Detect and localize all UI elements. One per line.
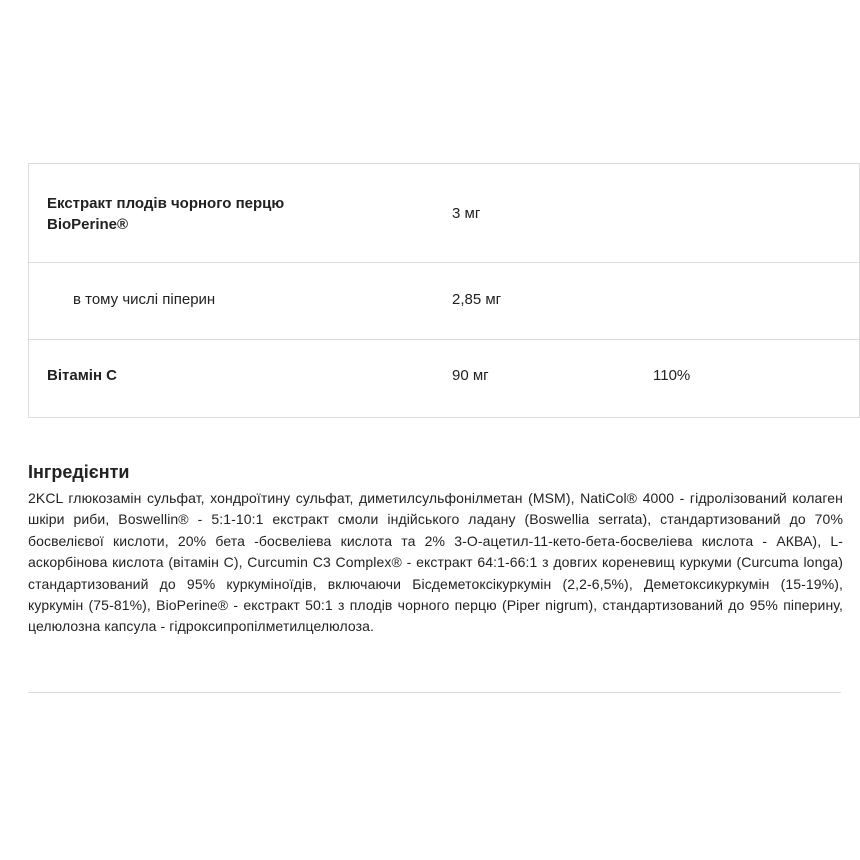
ingredients-section: [28, 460, 843, 638]
ingredient-amount: 3 мг: [452, 205, 481, 222]
section-divider: [28, 692, 841, 693]
ingredient-name: в тому числі піперин: [73, 291, 216, 308]
ingredient-name: Екстракт плодів чорного перцю BioPerine®: [47, 195, 285, 233]
composition-table: [28, 163, 860, 418]
ingredients-text: 2KCL глюкозамін сульфат, хондроїтину сульфат, диметилсульфонілметан (MSM), NatiCol® 4000 - гідролізований колаген шкіри риби, Boswellin® - 5:1-10:1 екстракт смоли індійського ладану (Boswellia serrata), стандартизований до 70% босвелієвої кислоти, 20% бета -босвеліева кислота та 2% 3-О-ацетил-11-кето-бета-босвеліева кислота - АКВА), L-аскорбінова кислота (вітамін С), Curcumin C3 Complex® - екстракт 64:1-66:1 з довгих кореневищ куркуми (Curcuma longa) стандартизований до 95% куркуміноїдів, включаючи Бісдеметоксікуркумін (2,2-6,5%), Деметоксикуркумін (15-19%), куркумін (75-81%), BioPerine® - екстракт 50:1 з плодів чорного перцю (Piper nigrum), стандартизований до 95% піперину, целюлозна капсула - гідроксипропілметилцелюлоза.: [28, 490, 843, 635]
table-row: [28, 263, 860, 340]
table-row: [28, 340, 860, 418]
ingredients-title: Інгредієнти: [28, 462, 130, 482]
ingredient-name: Вітамін С: [47, 367, 118, 384]
ingredient-amount: 90 мг: [452, 367, 489, 384]
table-row: [28, 164, 860, 263]
ingredient-amount: 2,85 мг: [452, 291, 502, 308]
ingredient-daily-value: 110%: [653, 367, 691, 384]
